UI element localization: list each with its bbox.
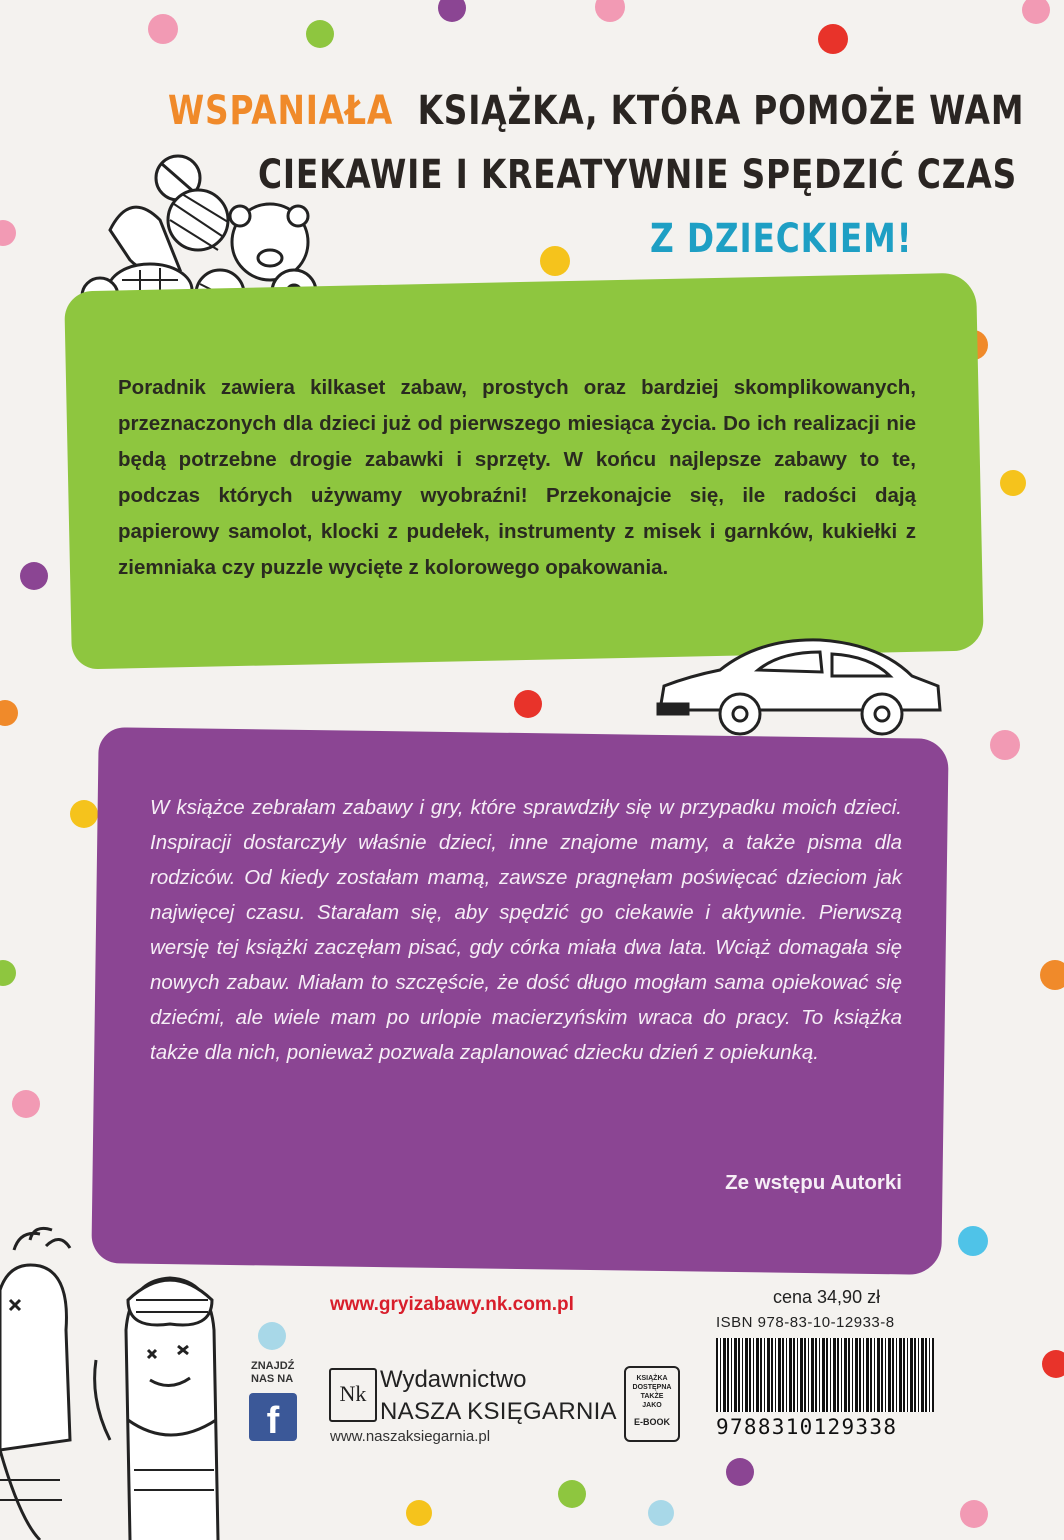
description-text: Poradnik zawiera kilkaset zabaw, prostych oraz bardziej skomplikowanych, przeznaczonych dla dzieci już od pierwszego miesiąca życia. Do ich realizacji nie będą potrzebne drogie zabawki i sprzęty. W końcu najlepsze zabawy to te, podczas których używamy wyobraźni! Przekonajcie się, ile radości dają papierowy samolot, klocki z pudełek, instrumenty z misek i garnków, kukiełki z ziemniaka czy puzzle wycięte z kolorowego opakowania. xyxy=(118,376,916,579)
headline-line1-text: KSIĄŻKA, KTÓRA POMOŻE WAM xyxy=(417,88,1025,134)
publisher-url[interactable]: www.naszaksiegarnia.pl xyxy=(330,1428,491,1445)
car-illustration xyxy=(650,630,950,740)
publisher-name-line-1: Wydawnictwo xyxy=(380,1366,527,1393)
ebook-badge-label: E-BOOK xyxy=(634,1417,670,1427)
social-label xyxy=(251,1360,294,1386)
price: cena 34,90 zł xyxy=(773,1287,881,1307)
ebook-badge-line: KSIĄŻKA xyxy=(636,1375,668,1382)
barcode xyxy=(716,1338,934,1412)
ebook-badge-line: JAKO xyxy=(642,1402,662,1409)
headline-line-1 xyxy=(168,88,1024,134)
ebook-badge-line: TAKŻE xyxy=(640,1393,664,1400)
children-illustration xyxy=(0,1220,240,1540)
headline-line-2: CIEKAWIE I KREATYWNIE SPĘDZIĆ CZAS xyxy=(258,152,1018,198)
barcode-number: 9788310129338 xyxy=(716,1415,898,1439)
quote-text: W książce zebrałam zabawy i gry, które sprawdziły się w przypadku moich dzieci. Inspiracji dostarczyły właśnie dzieci, inne znajome mamy, a także pisma dla rodziców. Od kiedy zostałam mamą, zawsze pragnęłam poświęcać dzieciom jak najwięcej czasu. Starałam się, aby spędzić go ciekawie i aktywnie. Pierwszą wersję tej książki zaczęłam pisać, gdy córka miała dwa lata. Wciąż domagała się nowych zabaw. Miałam to szczęście, że dość długo mogłam sama opiekować się dziećmi, ale wiele mam po urlopie macierzyńskim wraca do pracy. To książka także dla nich, ponieważ pozwala zaplanować dziecku dzień z opiekunką. xyxy=(150,796,902,1064)
social-label-line-2: NAS NA xyxy=(251,1373,294,1385)
quote-source: Ze wstępu Autorki xyxy=(725,1171,902,1194)
website-link[interactable]: www.gryizabawy.nk.com.pl xyxy=(330,1294,574,1315)
ebook-badge-line: DOSTĘPNA xyxy=(632,1384,672,1391)
social-label-line-1: ZNAJDŹ xyxy=(251,1360,295,1372)
facebook-icon[interactable]: f xyxy=(249,1393,297,1441)
ebook-badge xyxy=(624,1366,680,1442)
headline-line-3: Z DZIECKIEM! xyxy=(650,216,913,262)
headline-highlight: WSPANIAŁA xyxy=(168,88,394,134)
isbn: ISBN 978-83-10-12933-8 xyxy=(716,1314,895,1331)
publisher-name-line-2: NASZA KSIĘGARNIA xyxy=(380,1398,617,1425)
publisher-logo-icon: Nk xyxy=(329,1368,377,1422)
